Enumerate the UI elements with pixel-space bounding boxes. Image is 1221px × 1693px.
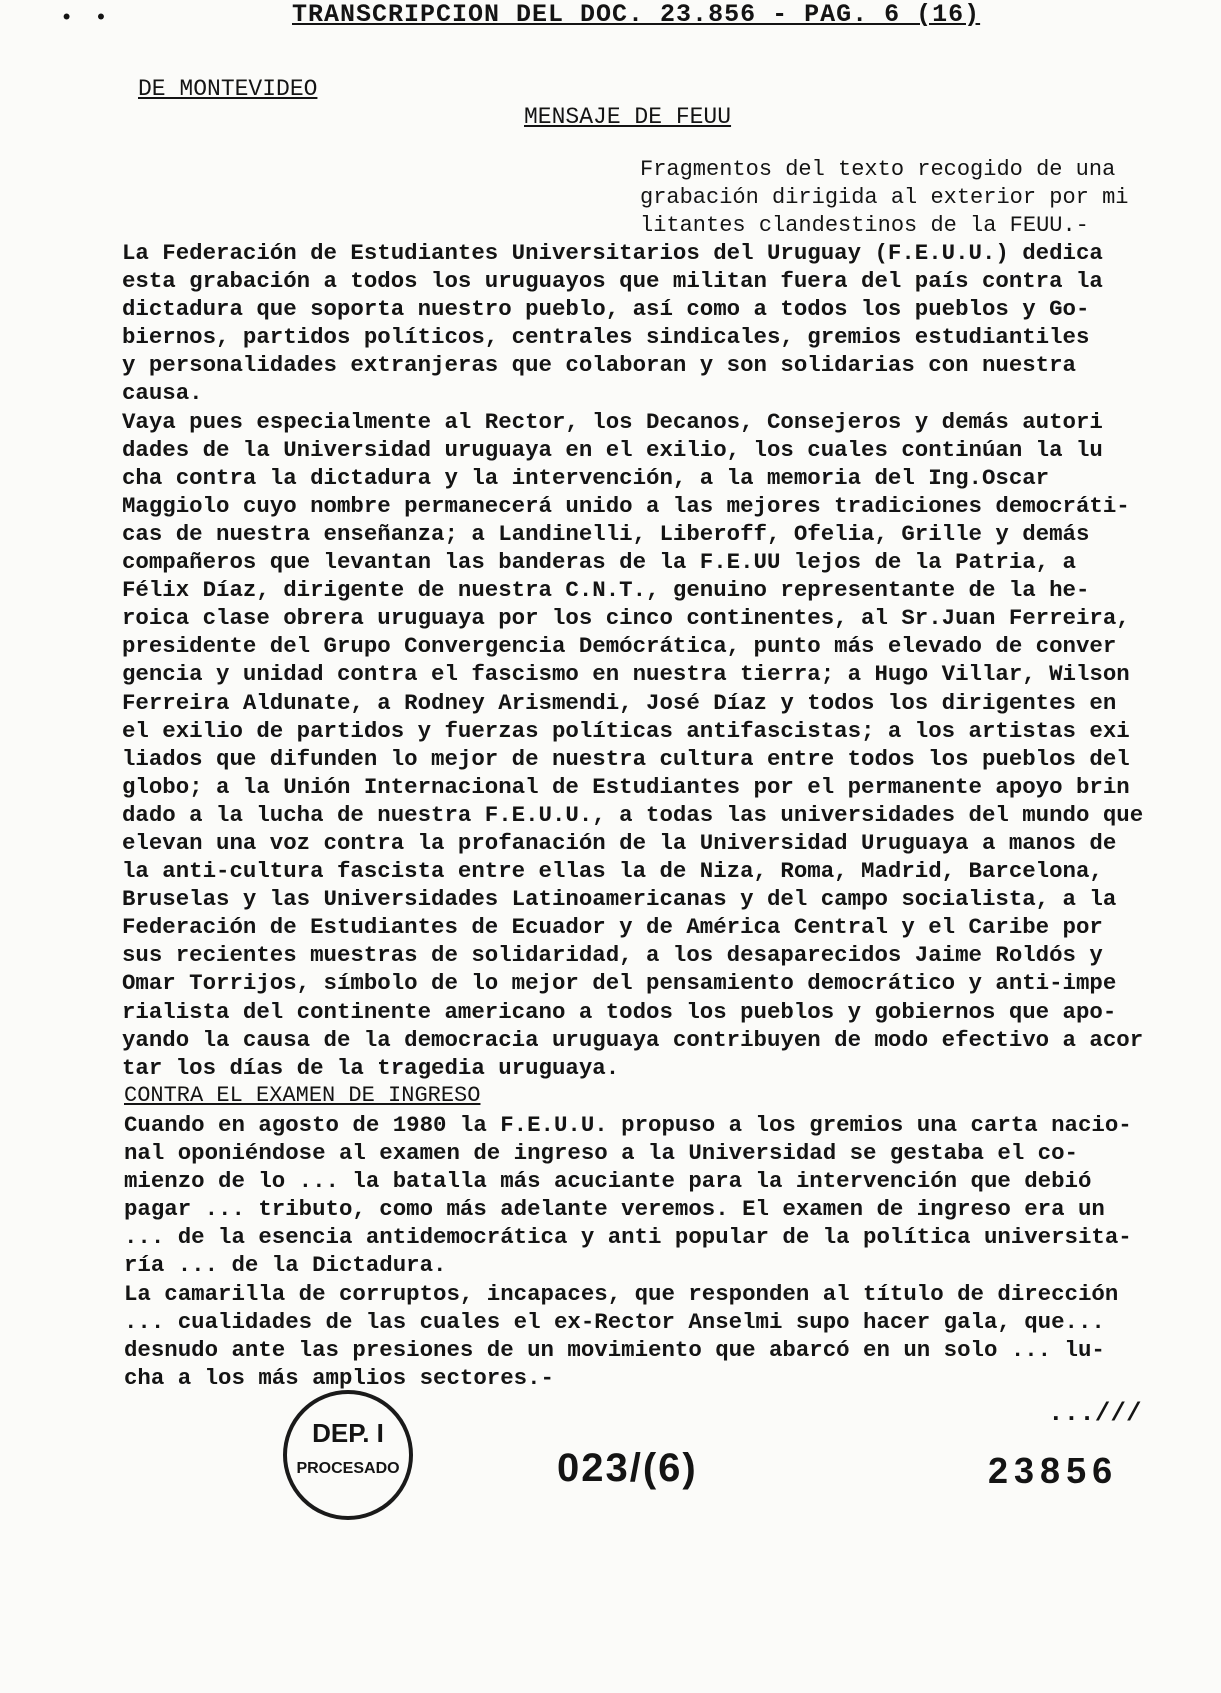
section-heading: CONTRA EL EXAMEN DE INGRESO: [124, 1083, 481, 1108]
section-line: desnudo ante las presiones de un movimiento que abarcó en un solo ... lu-: [124, 1336, 1105, 1363]
section-line: cha a los más amplios sectores.-: [124, 1364, 554, 1391]
stamp-department: DEP. I: [312, 1418, 384, 1448]
body-line: Bruselas y las Universidades Latinoamericanas y del campo socialista, a la: [122, 886, 1117, 913]
body-line: Ferreira Aldunate, a Rodney Arismendi, José Díaz y todos los dirigentes en: [122, 689, 1117, 716]
body-line: cha contra la dictadura y la intervención, a la memoria del Ing.Oscar: [122, 464, 1050, 491]
message-body: [122, 239, 1212, 1082]
body-line: la anti-cultura fascista entre ellas la de Niza, Roma, Madrid, Barcelona,: [122, 858, 1103, 885]
place-heading: DE MONTEVIDEO: [138, 76, 318, 102]
body-line: roica clase obrera uruguaya por los cinco continentes, al Sr.Juan Ferreira,: [122, 605, 1130, 632]
body-line: dado a la lucha de nuestra F.E.U.U., a todas las universidades del mundo que: [122, 801, 1144, 828]
body-line: biernos, partidos políticos, centrales sindicales, gremios estudiantiles: [122, 324, 1090, 351]
document-number: 23856: [988, 1450, 1119, 1491]
intro-line: Fragmentos del texto recogido de una: [640, 157, 1116, 182]
body-line: Félix Díaz, dirigente de nuestra C.N.T., genuino representante de la he-: [122, 577, 1090, 604]
transcription-header: TRANSCRIPCION DEL DOC. 23.856 - PAG. 6 (16): [292, 0, 981, 29]
body-line: yando la causa de la democracia uruguaya contribuyen de modo efectivo a acor: [122, 1026, 1144, 1053]
body-line: y personalidades extranjeras que colaboran y son solidarias con nuestra: [122, 352, 1076, 379]
body-line: sus recientes muestras de solidaridad, a los desaparecidos Jaime Roldós y: [122, 942, 1103, 969]
section-line: La camarilla de corruptos, incapaces, que responden al título de dirección: [124, 1280, 1119, 1307]
body-line: globo; a la Unión Internacional de Estudiantes por el permanente apoyo brin: [122, 773, 1130, 800]
body-line: esta grabación a todos los uruguayos que militan fuera del país contra la: [122, 268, 1103, 295]
continuation-mark: ...///: [1048, 1398, 1142, 1428]
intro-line: grabación dirigida al exterior por mi: [640, 185, 1129, 210]
body-line: causa.: [122, 380, 203, 407]
folio-number: 023/(6): [557, 1446, 698, 1490]
processed-stamp: [283, 1390, 413, 1520]
body-line: Federación de Estudiantes de Ecuador y de América Central y el Caribe por: [122, 914, 1103, 941]
body-line: elevan una voz contra la profanación de la Universidad Uruguaya a manos de: [122, 829, 1117, 856]
body-line: liados que difunden lo mejor de nuestra cultura entre todos los pueblos del: [122, 745, 1130, 772]
body-line: Omar Torrijos, símbolo de lo mejor del pensamiento democrático y anti-impe: [122, 970, 1117, 997]
message-title: MENSAJE DE FEUU: [524, 104, 732, 130]
section-line: pagar ... tributo, como más adelante veremos. El examen de ingreso era un: [124, 1196, 1105, 1223]
body-line: rialista del continente americano a todos los pueblos y gobiernos que apo-: [122, 998, 1117, 1025]
section-line: ría ... de la Dictadura.: [124, 1252, 447, 1279]
body-line: Vaya pues especialmente al Rector, los Decanos, Consejeros y demás autori: [122, 408, 1103, 435]
section-line: ... de la esencia antidemocrática y anti popular de la política universita-: [124, 1224, 1132, 1251]
body-line: tar los días de la tragedia uruguaya.: [122, 1054, 620, 1081]
section-line: mienzo de lo ... la batalla más acuciante para la intervención que debió: [124, 1168, 1092, 1195]
section-line: ... cualidades de las cuales el ex-Rector Anselmi supo hacer gala, que...: [124, 1308, 1105, 1335]
body-line: dictadura que soporta nuestro pueblo, así como a todos los pueblos y Go-: [122, 296, 1090, 323]
stamp-processed: PROCESADO: [296, 1460, 400, 1477]
section-line: Cuando en agosto de 1980 la F.E.U.U. propuso a los gremios una carta nacio-: [124, 1112, 1132, 1138]
intro-line: litantes clandestinos de la FEUU.-: [640, 213, 1089, 238]
section-line: nal oponiéndose al examen de ingreso a la Universidad se gestaba el co-: [124, 1140, 1078, 1167]
margin-marks: • •: [60, 6, 112, 31]
body-line: compañeros que levantan las banderas de la F.E.UU lejos de la Patria, a: [122, 549, 1076, 576]
body-line: el exilio de partidos y fuerzas políticas antifascistas; a los artistas exi: [122, 717, 1130, 744]
body-line: La Federación de Estudiantes Universitarios del Uruguay (F.E.U.U.) dedica: [122, 240, 1103, 266]
body-line: Maggiolo cuyo nombre permanecerá unido a las mejores tradiciones democráti-: [122, 492, 1130, 519]
intro-note: [640, 156, 1200, 240]
body-line: cas de nuestra enseñanza; a Landinelli, Liberoff, Ofelia, Grille y demás: [122, 520, 1090, 547]
body-line: presidente del Grupo Convergencia Demócrática, punto más elevado de conver: [122, 633, 1117, 660]
section-body: [124, 1111, 1214, 1392]
body-line: gencia y unidad contra el fascismo en nuestra tierra; a Hugo Villar, Wilson: [122, 661, 1130, 688]
body-line: dades de la Universidad uruguaya en el exilio, los cuales continúan la lu: [122, 436, 1103, 463]
